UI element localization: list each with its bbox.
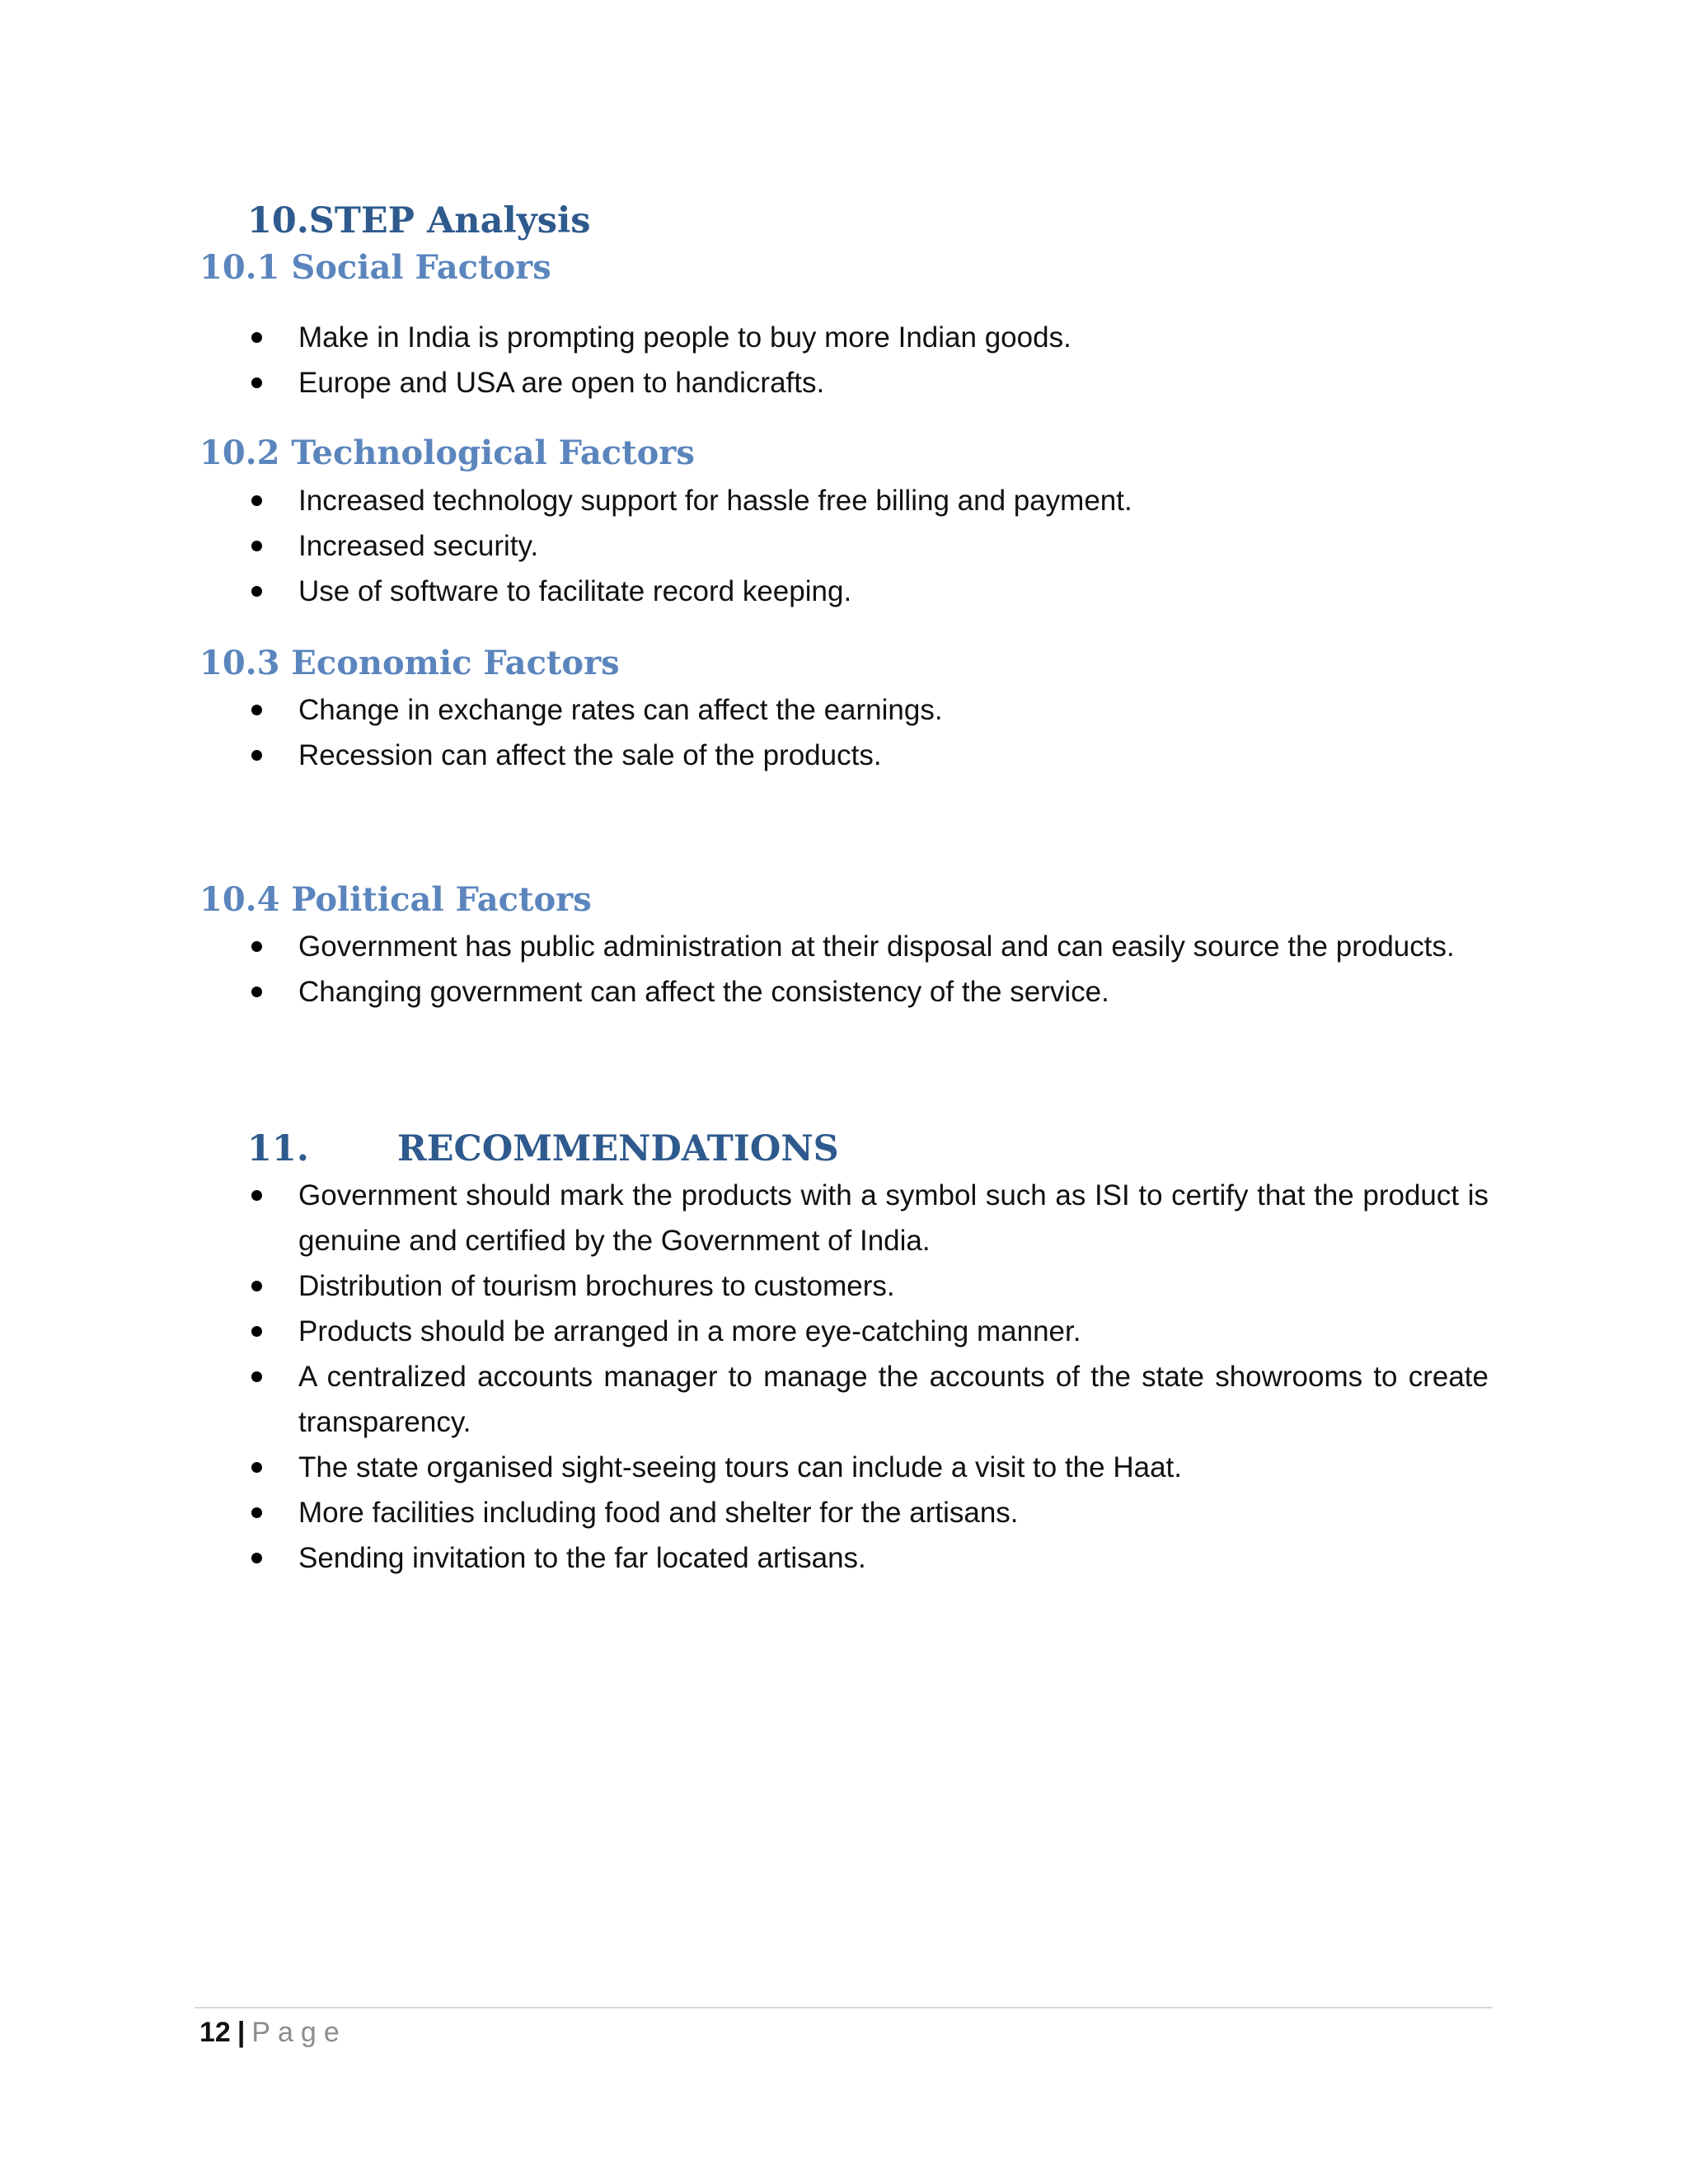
social-factors-list <box>247 315 1489 405</box>
bullet-icon <box>251 987 262 997</box>
list-item: Distribution of tourism brochures to customers. <box>247 1263 1489 1309</box>
political-factors-list <box>247 924 1489 1015</box>
list-item: Recession can affect the sale of the products. <box>247 733 1489 778</box>
bullet-icon <box>251 1371 262 1382</box>
list-item: The state organised sight-seeing tours can include a visit to the Haat. <box>247 1445 1489 1490</box>
bullet-icon <box>251 332 262 343</box>
list-item: Europe and USA are open to handicrafts. <box>247 360 1489 405</box>
bullet-icon <box>251 1507 262 1518</box>
list-item: Sending invitation to the far located artisans. <box>247 1535 1489 1581</box>
list-item: Government has public administration at their disposal and can easily source the products. <box>247 924 1489 969</box>
bullet-icon <box>251 586 262 597</box>
bullet-icon <box>251 495 262 506</box>
page-label: Page <box>251 2017 347 2048</box>
page-number: 12 <box>199 2017 231 2048</box>
political-factors-heading: 10.4 Political Factors <box>199 880 592 919</box>
bullet-icon <box>251 1553 262 1563</box>
list-item: Products should be arranged in a more eye-catching manner. <box>247 1309 1489 1354</box>
bullet-icon <box>251 705 262 715</box>
economic-factors-heading: 10.3 Economic Factors <box>199 644 620 682</box>
bullet-icon <box>251 750 262 761</box>
economic-factors-list <box>247 687 1489 778</box>
footer-divider <box>195 2007 1493 2008</box>
list-item: More facilities including food and shelter for the artisans. <box>247 1490 1489 1535</box>
list-item: A centralized accounts manager to manage the accounts of the state showrooms to create transparency. <box>247 1354 1489 1445</box>
bullet-icon <box>251 541 262 551</box>
bullet-icon <box>251 1190 262 1201</box>
recommendations-list <box>247 1173 1489 1581</box>
list-item: Government should mark the products with a symbol such as ISI to certify that the product is genuine and certified by the Government of India. <box>247 1173 1489 1263</box>
bullet-icon <box>251 941 262 952</box>
page-footer <box>199 2016 347 2049</box>
section-10-title: 10.STEP Analysis <box>247 200 591 241</box>
technological-factors-list <box>247 478 1489 614</box>
section-11-title: RECOMMENDATIONS <box>397 1128 839 1169</box>
footer-separator: | <box>237 2017 246 2048</box>
list-item: Increased security. <box>247 523 1489 569</box>
bullet-icon <box>251 1326 262 1337</box>
bullet-icon <box>251 1281 262 1291</box>
bullet-icon <box>251 377 262 388</box>
list-item: Change in exchange rates can affect the earnings. <box>247 687 1489 733</box>
social-factors-heading: 10.1 Social Factors <box>199 248 551 287</box>
list-item: Increased technology support for hassle free billing and payment. <box>247 478 1489 523</box>
list-item: Use of software to facilitate record keeping. <box>247 569 1489 614</box>
technological-factors-heading: 10.2 Technological Factors <box>199 434 695 472</box>
list-item: Changing government can affect the consistency of the service. <box>247 969 1489 1015</box>
section-11-number: 11. <box>247 1128 309 1169</box>
list-item: Make in India is prompting people to buy more Indian goods. <box>247 315 1489 360</box>
bullet-icon <box>251 1462 262 1473</box>
